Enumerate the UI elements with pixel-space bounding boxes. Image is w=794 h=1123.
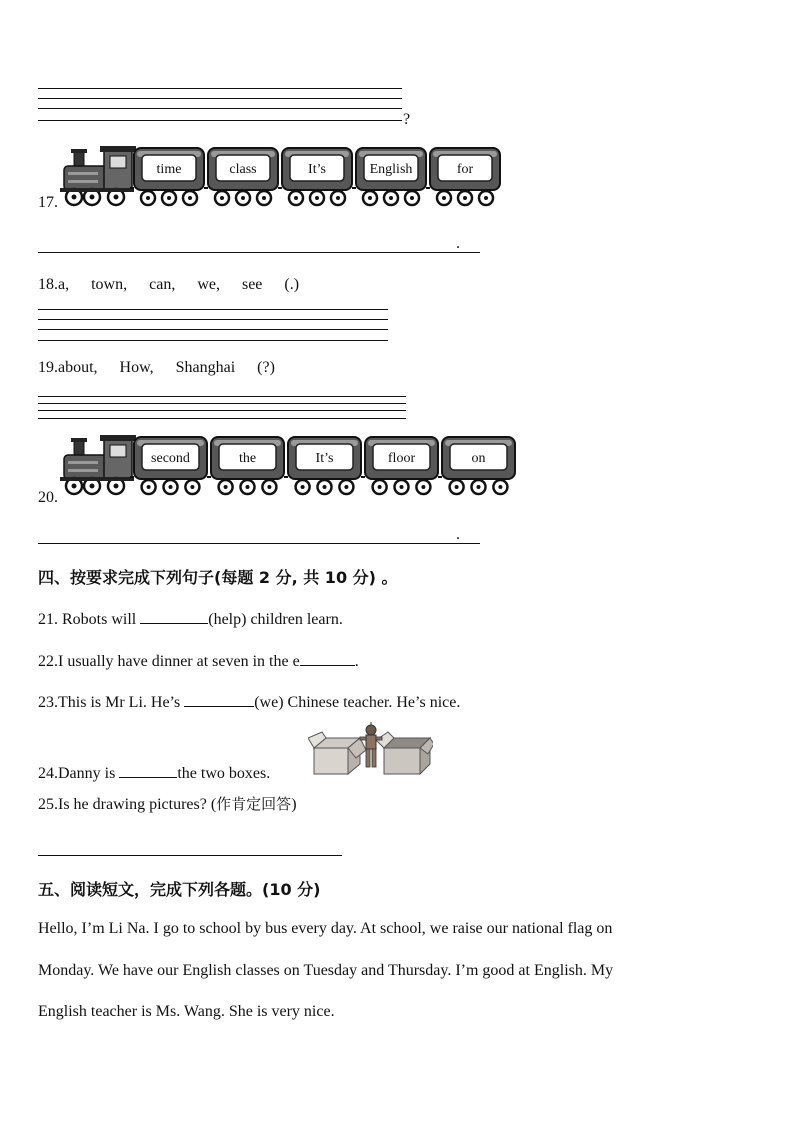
word: Shanghai [175, 359, 236, 376]
word: town, [91, 276, 128, 293]
word: see [241, 276, 263, 293]
answer-line [38, 410, 406, 411]
passage-line: English teacher is Ms. Wang. She is very nice. [38, 1003, 335, 1020]
question-number: 18. [38, 276, 58, 293]
section-4-title: 四、按要求完成下列句子(每题 2 分, 共 10 分) 。 [38, 568, 398, 587]
answer-line [38, 319, 388, 320]
q25-instruction: 作肯定回答 [216, 795, 292, 813]
q16-end-mark: ? [403, 111, 411, 128]
q19-prompt [38, 358, 297, 378]
boxes-illustration [308, 720, 433, 778]
word: we, [197, 276, 220, 293]
q24-text-after: the two boxes. [177, 765, 271, 782]
answer-line [38, 108, 402, 109]
q24-text-before: 24.Danny is [38, 765, 120, 782]
train-car [438, 437, 515, 494]
train-car-word: the [238, 451, 257, 466]
passage-line: Monday. We have our English classes on Tuesday and Thursday. I’m good at English. My [38, 962, 614, 979]
q20-end-mark: . [456, 526, 460, 543]
q22-blank[interactable] [300, 649, 355, 666]
train-car-word: second [151, 451, 190, 466]
answer-line [38, 120, 402, 121]
passage-line: Hello, I’m Li Na. I go to school by bus every day. At school, we raise our national flag on [38, 920, 613, 937]
train-car [207, 437, 284, 494]
answer-line [38, 252, 480, 253]
answer-line [38, 88, 402, 89]
train-car [130, 437, 207, 494]
question-22 [38, 649, 359, 672]
section-5-title: 五、阅读短文，完成下列各题。(10 分) [38, 880, 321, 899]
question-24 [38, 761, 270, 784]
q23-blank[interactable] [184, 690, 254, 707]
q25-answer-line[interactable] [38, 855, 342, 856]
train-car [278, 148, 352, 205]
train-car-word: It’s [315, 451, 334, 466]
q23-text-after: (we) Chinese teacher. He’s nice. [254, 694, 461, 711]
train-20 [60, 433, 520, 499]
answer-line [38, 396, 406, 397]
train-car [204, 148, 278, 205]
train-car-word: time [156, 162, 182, 177]
train-car [426, 148, 500, 205]
question-23 [38, 690, 460, 713]
answer-line [38, 309, 388, 310]
train-car [361, 437, 438, 494]
train-17 [60, 144, 505, 210]
train-car-word: floor [387, 451, 416, 466]
q22-text-before: 22.I usually have dinner at seven in the e [38, 653, 300, 670]
word: How, [119, 359, 154, 376]
train-car [352, 148, 426, 205]
q22-text-after: . [354, 653, 359, 670]
train-car-word: class [229, 162, 257, 177]
locomotive-icon [60, 435, 136, 494]
question-25 [38, 794, 297, 815]
q21-text-after: (help) children learn. [208, 611, 343, 628]
train-car-word: It’s [308, 162, 326, 177]
answer-line [38, 329, 388, 330]
q25-text: 25.Is he drawing pictures? ( [38, 796, 217, 813]
q17-end-mark: . [456, 235, 460, 252]
q23-text-before: 23.This is Mr Li. He’s [38, 694, 185, 711]
q21-text-before: 21. Robots will [38, 611, 141, 628]
train-car-word: English [369, 162, 413, 177]
q25-close-paren: ) [291, 796, 297, 813]
q24-blank[interactable] [119, 761, 177, 778]
punctuation-hint: (?) [257, 359, 275, 376]
train-car-word: on [471, 451, 486, 466]
question-number: 20. [38, 489, 58, 506]
answer-line [38, 98, 402, 99]
train-car-word: for [456, 162, 474, 177]
word: about, [58, 359, 98, 376]
locomotive-icon [60, 146, 136, 205]
word: can, [149, 276, 176, 293]
question-21 [38, 607, 343, 630]
answer-line [38, 403, 406, 404]
question-number: 19. [38, 359, 58, 376]
train-car [284, 437, 361, 494]
train-car [130, 148, 204, 205]
answer-line [38, 340, 388, 341]
word: a, [58, 276, 70, 293]
answer-line [38, 543, 480, 544]
punctuation-hint: (.) [284, 276, 300, 293]
question-number: 17. [38, 194, 58, 211]
q21-blank[interactable] [140, 607, 208, 624]
q18-prompt [38, 275, 321, 295]
answer-line [38, 418, 406, 419]
